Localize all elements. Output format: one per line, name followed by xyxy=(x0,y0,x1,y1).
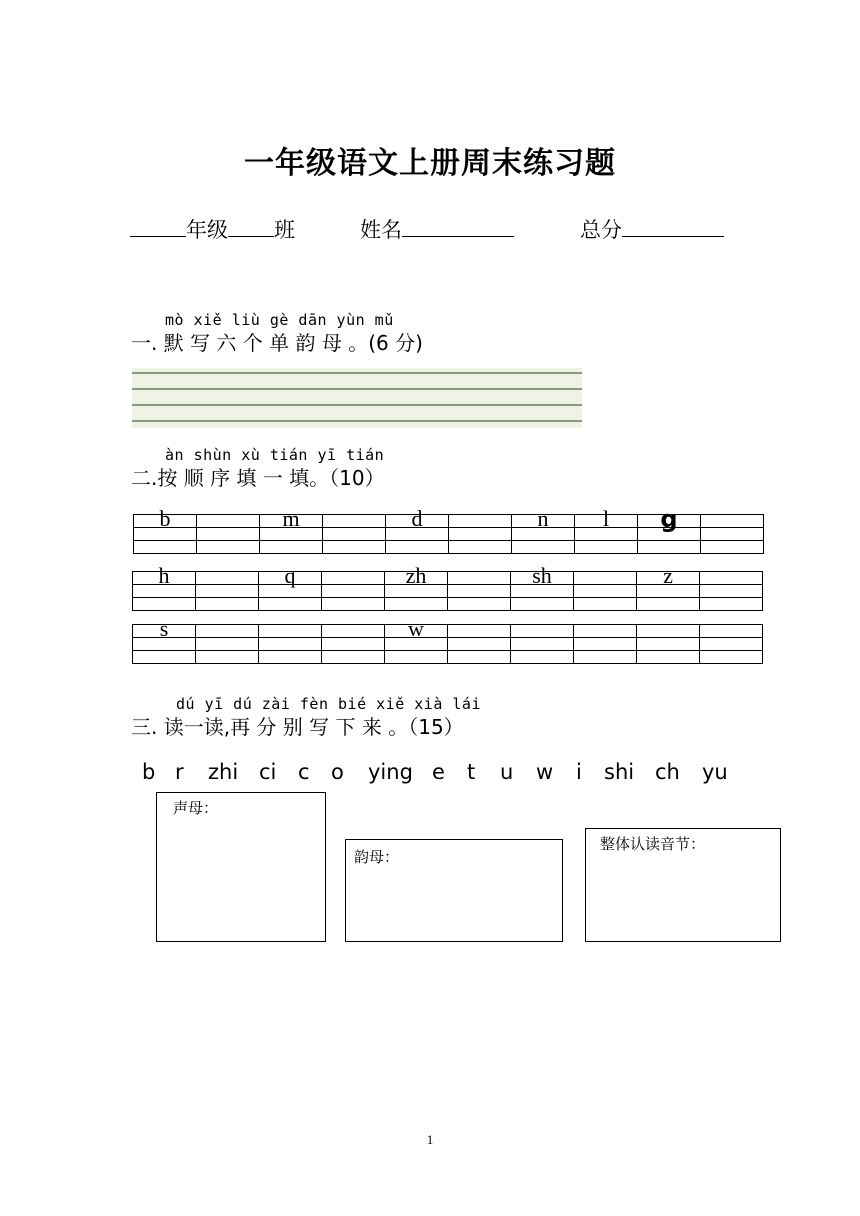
grid-cell[interactable] xyxy=(197,515,260,528)
initials-answer-box[interactable] xyxy=(156,792,326,942)
letter-item: ci xyxy=(259,760,277,784)
cell-letter: sh xyxy=(532,563,552,588)
total-blank[interactable] xyxy=(622,216,724,237)
initials-label: 声母： xyxy=(173,799,219,817)
student-info-line xyxy=(130,214,295,244)
q2-heading: 二.按 顺 序 填 一 填。（10） xyxy=(131,466,385,490)
grid-cell[interactable] xyxy=(574,625,637,638)
grid-cell[interactable] xyxy=(134,506,197,531)
grid-cell[interactable] xyxy=(322,625,385,638)
cell-letter: s xyxy=(159,616,169,641)
q2-pinyin: àn shùn xù tián yī tián xyxy=(165,446,385,464)
finals-label: 韵母： xyxy=(354,848,400,866)
grid-cell[interactable] xyxy=(511,563,574,588)
grid-cell[interactable] xyxy=(259,625,322,638)
grid-cell[interactable] xyxy=(133,616,196,641)
grid-cell[interactable] xyxy=(575,506,638,531)
grid-cell[interactable] xyxy=(322,572,385,585)
name-field xyxy=(360,214,514,244)
letter-item: r xyxy=(175,760,184,784)
letter-item: t xyxy=(467,760,476,784)
finals-answer-box[interactable] xyxy=(345,839,563,942)
grid-cell[interactable] xyxy=(448,625,511,638)
class-blank[interactable] xyxy=(228,216,274,237)
grid-cell[interactable] xyxy=(574,572,637,585)
letters-to-sort xyxy=(0,760,860,790)
grid-cell[interactable] xyxy=(637,625,700,638)
whole-syllables-answer-box[interactable] xyxy=(585,828,781,942)
cell-letter: z xyxy=(663,563,673,588)
letter-item: w xyxy=(536,760,554,784)
total-label: 总分 xyxy=(580,218,622,242)
q1-pinyin: mò xiě liù gè dān yùn mǔ xyxy=(165,311,394,329)
grid-cell[interactable] xyxy=(323,515,386,528)
q3-pinyin: dú yī dú zài fèn bié xiě xià lái xyxy=(176,695,481,713)
grid-cell[interactable] xyxy=(701,515,764,528)
name-label: 姓名 xyxy=(360,218,402,242)
q3-heading: 三. 读一读,再 分 别 写 下 来 。（15） xyxy=(131,715,464,739)
cell-letter: d xyxy=(411,506,423,531)
letter-item: i xyxy=(576,760,582,784)
page-title: 一年级语文上册周末练习题 xyxy=(244,146,616,181)
cell-letter: l xyxy=(602,506,610,531)
cell-letter: zh xyxy=(405,563,427,588)
four-line-writing-grid[interactable] xyxy=(132,368,582,428)
grid-cell[interactable] xyxy=(133,563,196,588)
letter-item: c xyxy=(298,760,310,784)
letter-item: ying xyxy=(368,760,413,784)
name-blank[interactable] xyxy=(402,216,514,237)
cell-letter: m xyxy=(282,506,300,531)
grid-cell[interactable] xyxy=(448,572,511,585)
grid-cell[interactable] xyxy=(449,515,512,528)
class-label: 班 xyxy=(274,218,295,242)
grid-cell[interactable] xyxy=(386,506,449,531)
letter-item: shi xyxy=(604,760,635,784)
grid-cell[interactable] xyxy=(512,506,575,531)
letter-item: u xyxy=(500,760,514,784)
grid-cell[interactable] xyxy=(196,625,259,638)
grid-cell[interactable] xyxy=(700,625,763,638)
letter-item: yu xyxy=(702,760,728,784)
alphabet-row-2 xyxy=(132,563,763,611)
grid-cell[interactable] xyxy=(385,616,448,641)
q1-heading: 一. 默 写 六 个 单 韵 母 。(6 分) xyxy=(131,331,423,355)
letter-item: b xyxy=(142,760,156,784)
cell-letter: h xyxy=(158,563,170,588)
whole-syllables-label: 整体认读音节： xyxy=(600,835,706,853)
grid-cell[interactable] xyxy=(511,625,574,638)
page-number: 1 xyxy=(426,1132,434,1147)
cell-letter: q xyxy=(284,563,296,588)
grid-cell[interactable] xyxy=(385,563,448,588)
grid-cell[interactable] xyxy=(700,572,763,585)
alphabet-row-1 xyxy=(133,505,764,554)
grid-cell[interactable] xyxy=(196,572,259,585)
cell-letter: n xyxy=(537,506,549,531)
total-field xyxy=(580,214,724,244)
grade-blank[interactable] xyxy=(130,216,186,237)
grid-cell[interactable] xyxy=(260,506,323,531)
grid-cell[interactable] xyxy=(259,563,322,588)
grid-cell[interactable] xyxy=(638,505,701,533)
cell-letter: w xyxy=(408,616,424,641)
cell-letter: b xyxy=(159,506,171,531)
grade-label: 年级 xyxy=(186,218,228,242)
letter-item: zhi xyxy=(208,760,239,784)
grid-cell[interactable] xyxy=(637,563,700,588)
letter-item: e xyxy=(432,760,445,784)
cell-letter: g xyxy=(660,505,678,533)
letter-item: o xyxy=(331,760,344,784)
letter-item: ch xyxy=(655,760,680,784)
alphabet-row-3 xyxy=(132,616,763,664)
